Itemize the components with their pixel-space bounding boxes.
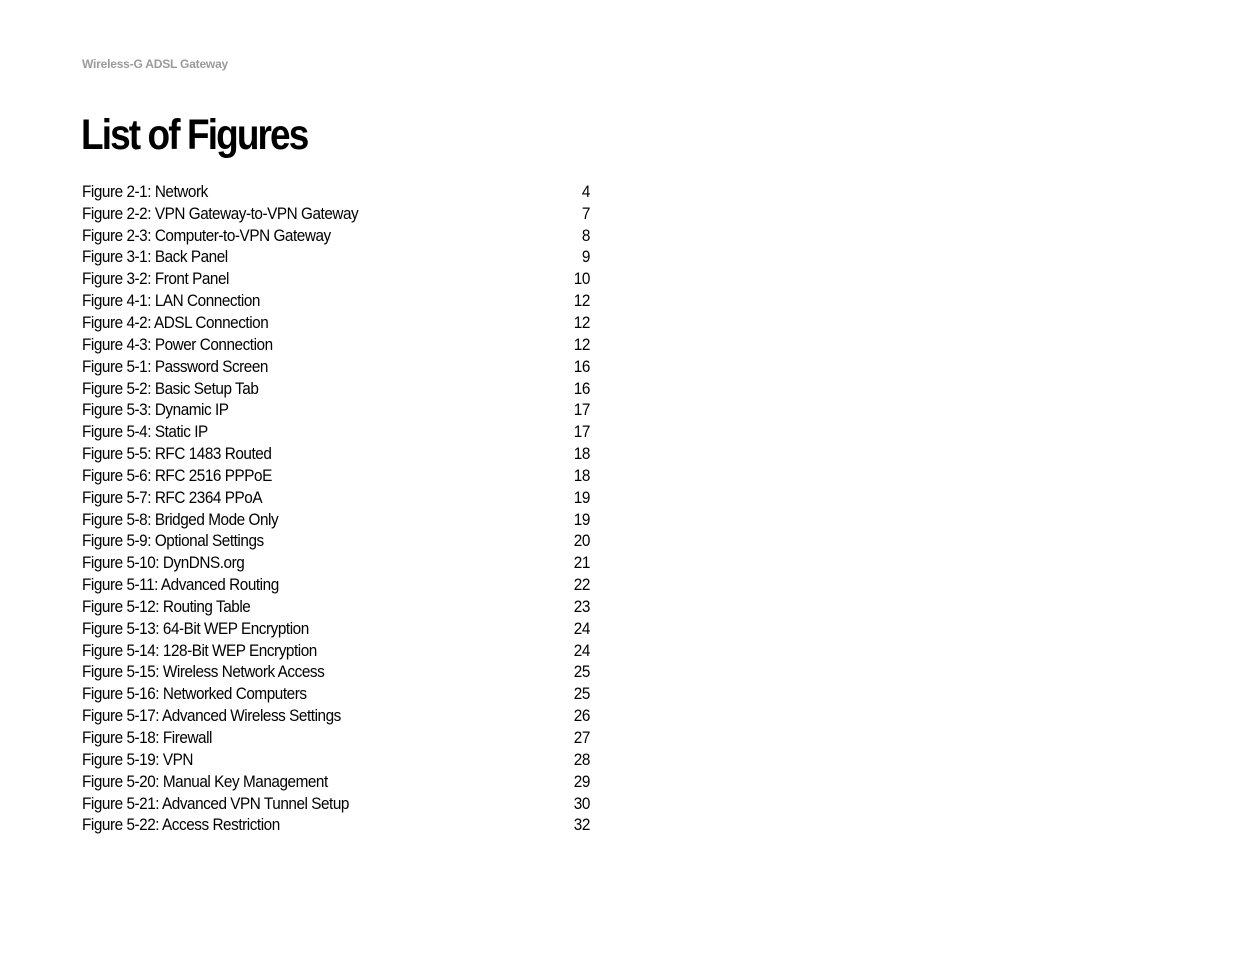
figure-label: Figure 5-11: Advanced Routing	[82, 575, 279, 595]
figure-page-number: 27	[573, 728, 590, 748]
figure-list-item[interactable]	[82, 509, 590, 531]
figure-list	[82, 181, 590, 836]
figure-label: Figure 5-12: Routing Table	[82, 596, 251, 616]
figure-list-item[interactable]	[82, 574, 590, 596]
figure-list-item[interactable]	[82, 640, 590, 662]
figure-page-number: 12	[573, 291, 590, 311]
figure-label: Figure 3-1: Back Panel	[82, 247, 228, 267]
figure-page-number: 22	[573, 575, 590, 595]
running-header: Wireless-G ADSL Gateway	[82, 57, 229, 71]
figure-page-number: 12	[573, 334, 590, 354]
figure-label: Figure 5-5: RFC 1483 Routed	[82, 444, 272, 464]
figure-page-number: 17	[573, 422, 590, 442]
figure-page-number: 16	[573, 356, 590, 376]
figure-list-item[interactable]	[82, 203, 590, 225]
figure-list-item[interactable]	[82, 552, 590, 574]
figure-list-item[interactable]	[82, 814, 590, 836]
figure-list-item[interactable]	[82, 618, 590, 640]
figure-label: Figure 5-1: Password Screen	[82, 356, 268, 376]
figure-list-item[interactable]	[82, 749, 590, 771]
figure-page-number: 24	[573, 640, 590, 660]
figure-list-item[interactable]	[82, 268, 590, 290]
figure-list-item[interactable]	[82, 290, 590, 312]
figure-page-number: 18	[573, 444, 590, 464]
figure-label: Figure 5-13: 64-Bit WEP Encryption	[82, 618, 309, 638]
figure-label: Figure 5-2: Basic Setup Tab	[82, 378, 259, 398]
figure-page-number: 25	[573, 684, 590, 704]
figure-list-item[interactable]	[82, 596, 590, 618]
figure-list-item[interactable]	[82, 356, 590, 378]
figure-page-number: 23	[573, 596, 590, 616]
figure-page-number: 30	[573, 793, 590, 813]
figure-page-number: 26	[573, 706, 590, 726]
figure-list-item[interactable]	[82, 225, 590, 247]
figure-label: Figure 5-16: Networked Computers	[82, 684, 307, 704]
figure-page-number: 25	[573, 662, 590, 682]
figure-label: Figure 5-22: Access Restriction	[82, 815, 280, 835]
figure-label: Figure 5-10: DynDNS.org	[82, 553, 245, 573]
figure-label: Figure 3-2: Front Panel	[82, 269, 229, 289]
figure-list-item[interactable]	[82, 727, 590, 749]
figure-label: Figure 5-4: Static IP	[82, 422, 208, 442]
figure-page-number: 29	[573, 771, 590, 791]
figure-list-item[interactable]	[82, 683, 590, 705]
figure-page-number: 28	[573, 749, 590, 769]
figure-label: Figure 5-9: Optional Settings	[82, 531, 264, 551]
figure-page-number: 32	[573, 815, 590, 835]
figure-list-item[interactable]	[82, 487, 590, 509]
figure-label: Figure 2-2: VPN Gateway-to-VPN Gateway	[82, 203, 359, 223]
figure-label: Figure 5-20: Manual Key Management	[82, 771, 328, 791]
figure-label: Figure 2-3: Computer-to-VPN Gateway	[82, 225, 331, 245]
figure-list-item[interactable]	[82, 662, 590, 684]
figure-label: Figure 5-18: Firewall	[82, 728, 213, 748]
figure-page-number: 9	[581, 247, 590, 267]
figure-list-item[interactable]	[82, 181, 590, 203]
figure-page-number: 20	[573, 531, 590, 551]
figure-label: Figure 4-2: ADSL Connection	[82, 312, 269, 332]
figure-label: Figure 2-1: Network	[82, 181, 208, 201]
figure-label: Figure 5-7: RFC 2364 PPoA	[82, 487, 263, 507]
figure-page-number: 4	[581, 181, 590, 201]
figure-page-number: 19	[573, 509, 590, 529]
figure-page-number: 10	[573, 269, 590, 289]
figure-label: Figure 5-21: Advanced VPN Tunnel Setup	[82, 793, 349, 813]
figure-label: Figure 5-8: Bridged Mode Only	[82, 509, 279, 529]
figure-list-item[interactable]	[82, 399, 590, 421]
figure-label: Figure 5-3: Dynamic IP	[82, 400, 229, 420]
figure-label: Figure 5-19: VPN	[82, 749, 194, 769]
figure-page-number: 17	[573, 400, 590, 420]
figure-list-item[interactable]	[82, 465, 590, 487]
figure-list-item[interactable]	[82, 312, 590, 334]
figure-list-item[interactable]	[82, 334, 590, 356]
figure-list-item[interactable]	[82, 247, 590, 269]
figure-page-number: 8	[581, 225, 590, 245]
figure-list-item[interactable]	[82, 531, 590, 553]
figure-page-number: 21	[573, 553, 590, 573]
figure-page-number: 7	[581, 203, 590, 223]
figure-label: Figure 5-14: 128-Bit WEP Encryption	[82, 640, 317, 660]
figure-label: Figure 5-15: Wireless Network Access	[82, 662, 325, 682]
figure-label: Figure 4-1: LAN Connection	[82, 291, 260, 311]
figure-page-number: 19	[573, 487, 590, 507]
figure-page-number: 16	[573, 378, 590, 398]
figure-label: Figure 5-17: Advanced Wireless Settings	[82, 706, 341, 726]
figure-list-item[interactable]	[82, 443, 590, 465]
page-title: List of Figures	[81, 111, 308, 159]
figure-list-item[interactable]	[82, 793, 590, 815]
figure-label: Figure 5-6: RFC 2516 PPPoE	[82, 465, 272, 485]
figure-list-item[interactable]	[82, 421, 590, 443]
figure-page-number: 12	[573, 312, 590, 332]
figure-list-item[interactable]	[82, 378, 590, 400]
figure-list-item[interactable]	[82, 771, 590, 793]
figure-list-item[interactable]	[82, 705, 590, 727]
figure-page-number: 24	[573, 618, 590, 638]
figure-label: Figure 4-3: Power Connection	[82, 334, 273, 354]
figure-page-number: 18	[573, 465, 590, 485]
